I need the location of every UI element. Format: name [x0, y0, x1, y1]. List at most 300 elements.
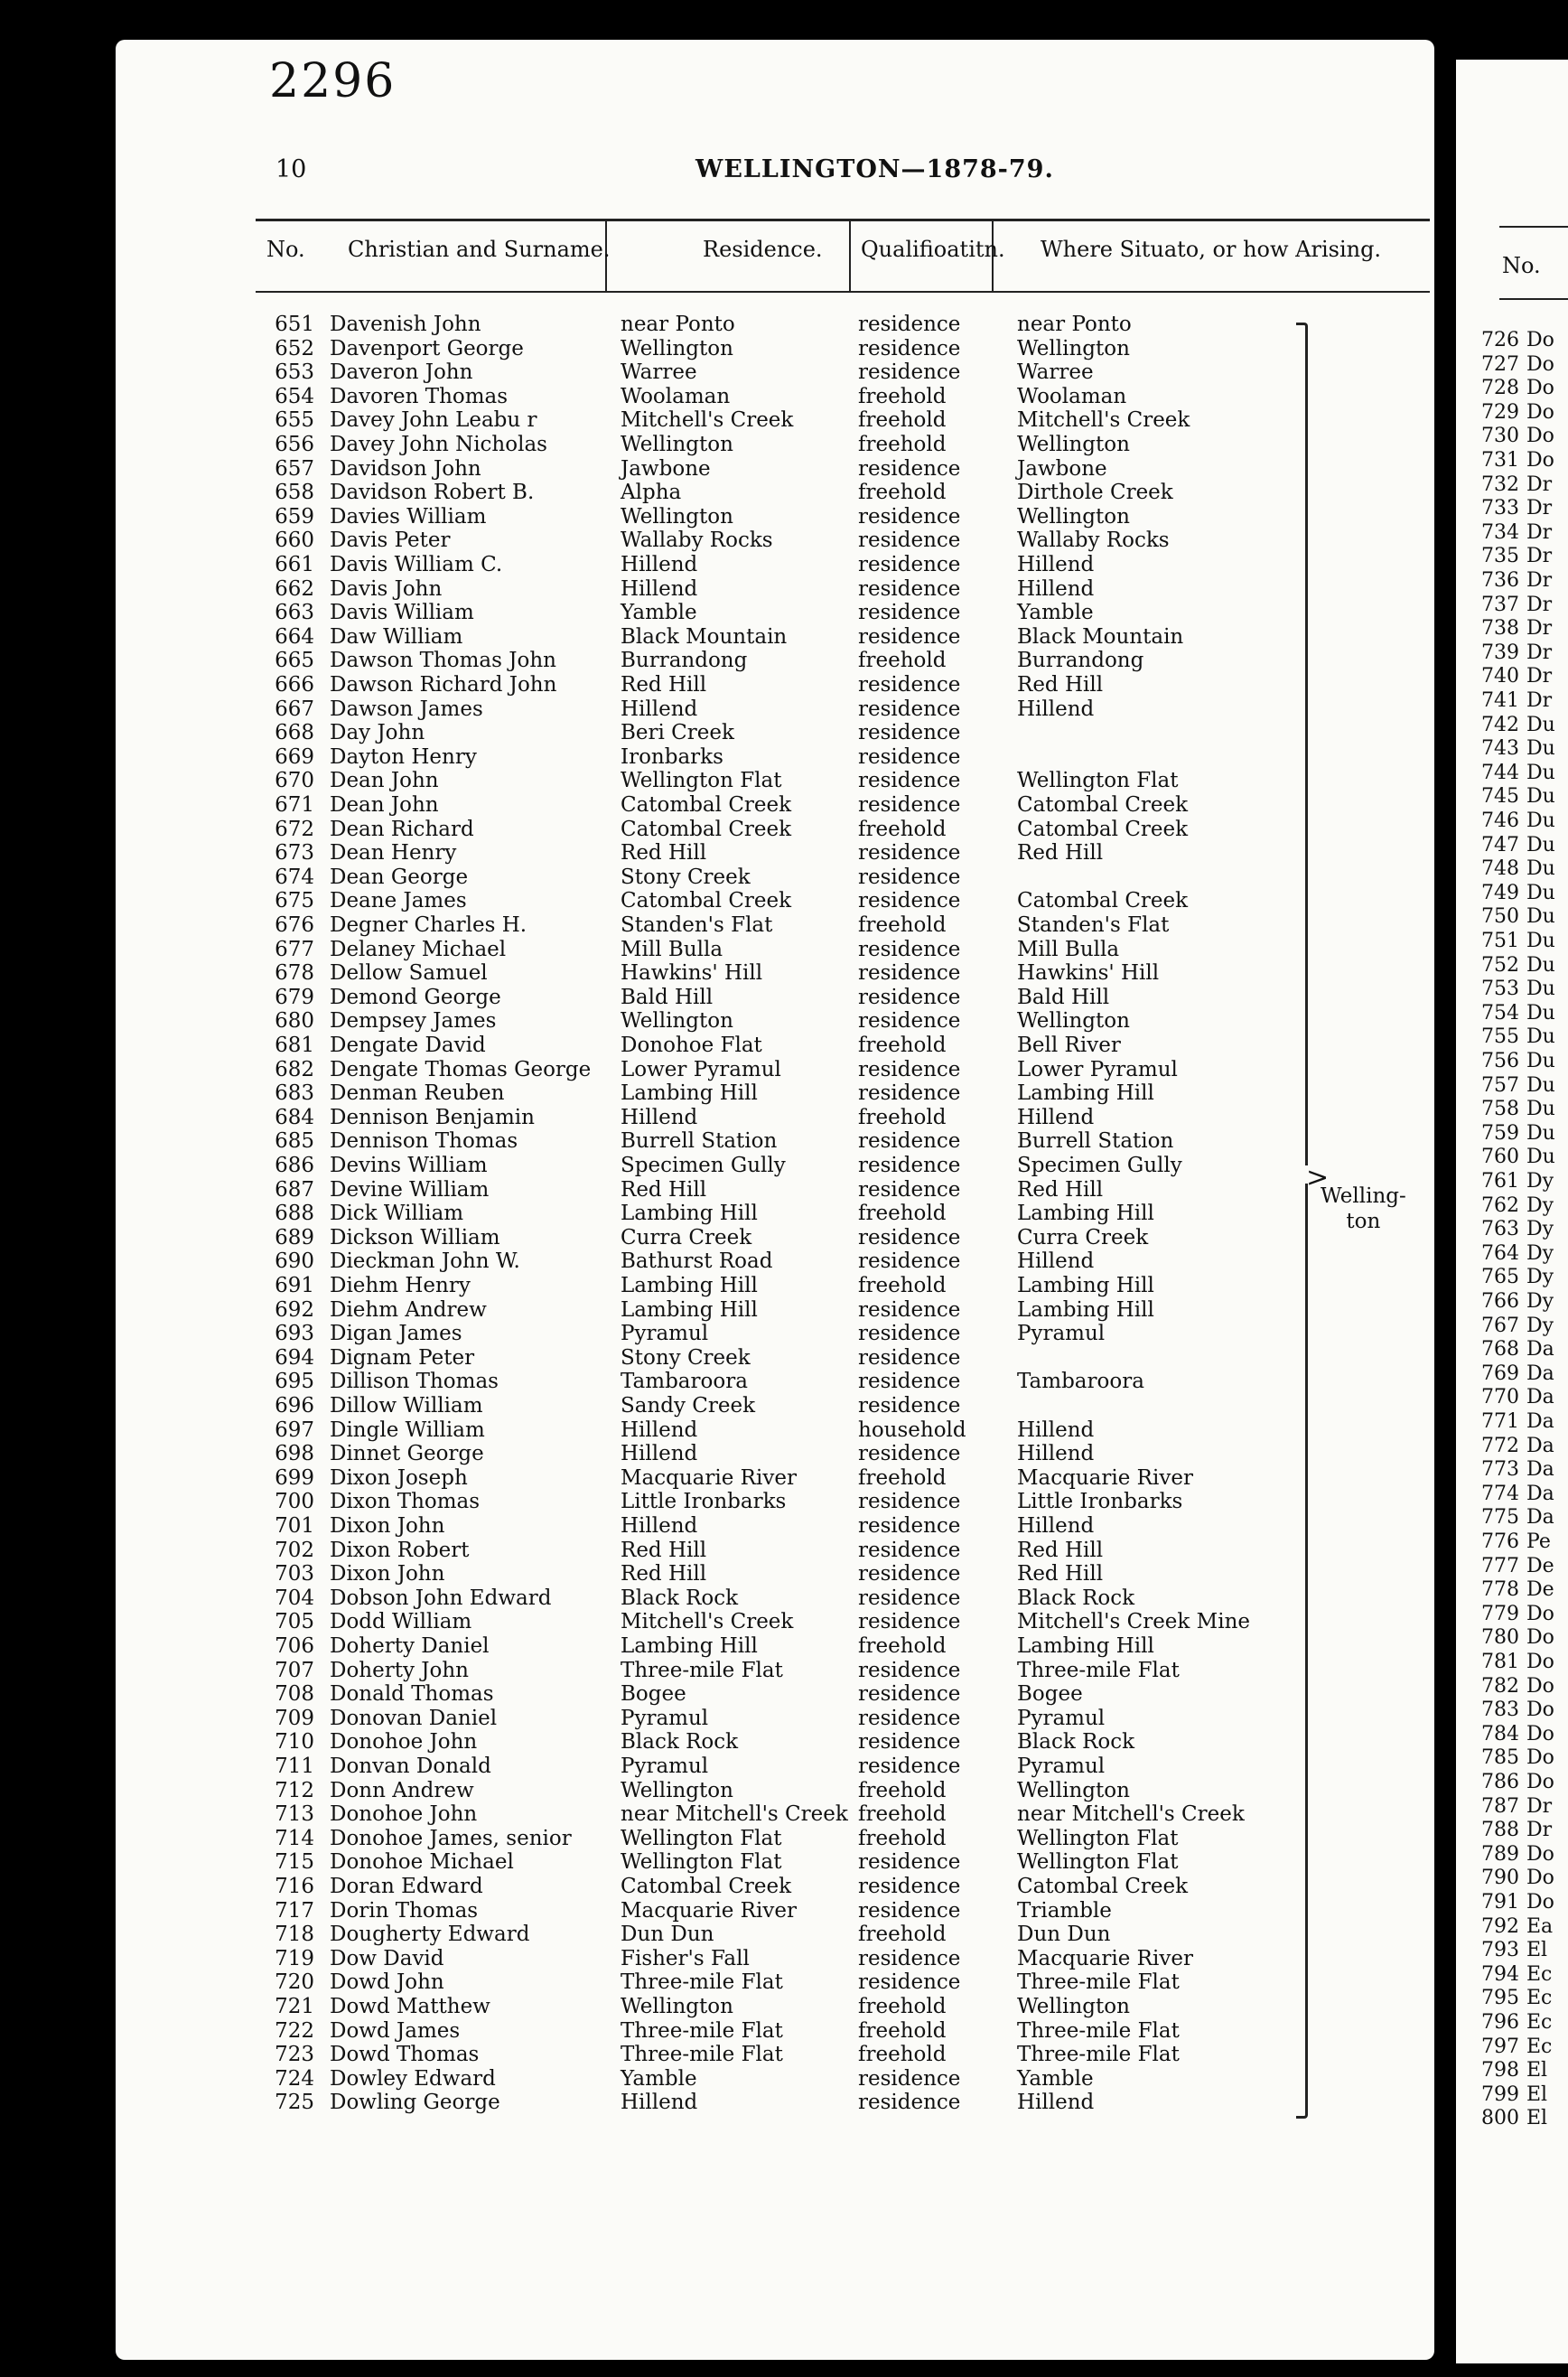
entry-qualification: residence [858, 1249, 961, 1274]
entry-where: Pyramul [1017, 1322, 1106, 1346]
entry-name: Dawson James [330, 697, 483, 721]
entry-where: Three-mile Flat [1017, 2018, 1180, 2043]
entry-number: 716 [275, 1875, 314, 1898]
entry-number: 674 [275, 865, 314, 889]
entry-where: Red Hill [1017, 1562, 1104, 1586]
entry-qualification: residence [858, 1490, 961, 1514]
scan-number: 2296 [269, 54, 397, 108]
entry-name: Dengate Thomas George [330, 1057, 592, 1081]
entry-name: Dixon Thomas [330, 1490, 481, 1514]
entry-residence: Ironbarks [621, 744, 723, 769]
entry-name: Dowley Edward [330, 2066, 496, 2091]
entry-name: Donohoe John [330, 1730, 478, 1755]
entry-residence: Black Rock [621, 1586, 739, 1610]
entry-where: Macquarie River [1017, 1946, 1193, 1970]
entry-qualification: residence [858, 1755, 961, 1778]
entry-qualification: residence [858, 456, 961, 481]
entry-where: Hillend [1017, 576, 1095, 601]
entry-number: 680 [275, 1009, 314, 1034]
entry-where: Jawbone [1017, 456, 1107, 481]
next-page-entry-fragment: Do [1526, 1891, 1554, 1914]
entry-qualification: residence [858, 1081, 961, 1106]
entry-name: Dillison Thomas [330, 1370, 499, 1394]
brace-lower [1296, 1184, 1308, 2119]
next-page-entry-fragment: El [1526, 2082, 1548, 2106]
entry-where: Pyramul [1017, 1755, 1106, 1778]
next-page-entry-number: 789 [1481, 1842, 1519, 1866]
entry-qualification: residence [858, 1586, 961, 1610]
entry-residence: Lambing Hill [621, 1634, 758, 1658]
next-page-entry-fragment: Dy [1526, 1290, 1554, 1313]
entry-where: Hillend [1017, 1249, 1095, 1274]
next-page-entry-fragment: Dr [1526, 689, 1553, 712]
entry-name: Denman Reuben [330, 1081, 505, 1106]
entry-where: Macquarie River [1017, 1465, 1193, 1490]
entry-where: Warree [1017, 360, 1094, 385]
next-page-entry-number: 781 [1481, 1651, 1519, 1673]
next-page-entry-fragment: Da [1526, 1458, 1554, 1482]
entry-qualification: residence [858, 529, 961, 553]
entry-residence: Macquarie River [621, 1465, 797, 1490]
entry-name: Doran Edward [330, 1875, 483, 1898]
entry-number: 678 [275, 961, 314, 986]
entry-where: Curra Creek [1017, 1225, 1149, 1249]
next-page-entry-number: 756 [1481, 1050, 1519, 1072]
entry-qualification: freehold [858, 1105, 947, 1129]
entry-number: 653 [275, 360, 314, 385]
entry-residence: Red Hill [621, 673, 707, 697]
entry-where: Three-mile Flat [1017, 1970, 1180, 1995]
entry-residence: Wellington [621, 1778, 733, 1802]
next-page-entry-number: 743 [1481, 737, 1519, 761]
entry-qualification: residence [858, 1682, 961, 1707]
entry-name: Dixon John [330, 1514, 445, 1538]
next-page-entry-fragment: Du [1526, 785, 1555, 809]
next-page-entry-fragment: Dr [1526, 641, 1553, 664]
entry-number: 655 [275, 408, 314, 433]
next-page-entry-number: 729 [1481, 400, 1519, 424]
next-page-entry-fragment: Do [1526, 1722, 1554, 1745]
next-page-entry-fragment: Dr [1526, 497, 1553, 520]
entry-name: Doherty Daniel [330, 1634, 490, 1658]
entry-where: Pyramul [1017, 1706, 1106, 1730]
next-page-entry-number: 726 [1481, 329, 1519, 351]
page-number: 10 [275, 155, 307, 183]
entry-residence: Pyramul [621, 1322, 709, 1346]
entry-number: 670 [275, 769, 314, 793]
entry-name: Dowd John [330, 1970, 444, 1995]
next-page-entry-number: 731 [1481, 449, 1519, 472]
entry-qualification: residence [858, 697, 961, 721]
entry-where: Red Hill [1017, 841, 1104, 866]
entry-residence: Mitchell's Creek [621, 1610, 794, 1634]
brace-label-line2: ton [1346, 1210, 1381, 1233]
entry-qualification: residence [858, 1442, 961, 1466]
next-page-entry-fragment: Da [1526, 1482, 1554, 1505]
entry-where: Red Hill [1017, 673, 1104, 697]
next-page-entry-fragment: Du [1526, 809, 1555, 832]
next-page-entry-fragment: Ec [1526, 1962, 1553, 1986]
entry-qualification: residence [858, 2066, 961, 2091]
next-page-entry-number: 763 [1481, 1218, 1519, 1241]
entry-name: Dowd Matthew [330, 1995, 490, 2018]
next-page-entry-number: 740 [1481, 665, 1519, 688]
entry-number: 695 [275, 1370, 314, 1394]
entry-name: Dawson Richard John [330, 673, 557, 697]
entry-residence: Dun Dun [621, 1923, 714, 1947]
entry-name: Daw William [330, 624, 463, 649]
entry-name: Davis John [330, 576, 443, 601]
next-page-entry-fragment: Pe [1526, 1530, 1551, 1553]
next-page-entry-fragment: Dy [1526, 1266, 1554, 1289]
next-page-entry-fragment: Dr [1526, 617, 1553, 641]
entry-residence: Specimen Gully [621, 1154, 786, 1177]
entry-number: 675 [275, 889, 314, 913]
next-page-entry-fragment: Do [1526, 1699, 1554, 1722]
entry-residence: Black Mountain [621, 624, 788, 649]
entry-qualification: residence [858, 336, 961, 360]
next-page-entry-number: 758 [1481, 1098, 1519, 1121]
entry-residence: Wellington [621, 336, 733, 360]
entry-name: Doherty John [330, 1658, 469, 1682]
entry-number: 714 [275, 1826, 314, 1850]
entry-where: Three-mile Flat [1017, 2043, 1180, 2067]
next-page-entry-number: 796 [1481, 2011, 1519, 2034]
next-page-entry-fragment: Da [1526, 1362, 1554, 1385]
entry-number: 696 [275, 1394, 314, 1418]
entry-name: Dignam Peter [330, 1345, 475, 1370]
entry-number: 666 [275, 673, 314, 697]
entry-residence: Three-mile Flat [621, 1658, 783, 1682]
entry-number: 709 [275, 1706, 314, 1730]
entry-qualification: freehold [858, 2018, 947, 2043]
entry-where: Mitchell's Creek [1017, 408, 1190, 433]
next-page-entry-number: 754 [1481, 1001, 1519, 1025]
entry-name: Davey John Leabu r [330, 408, 537, 433]
entry-name: Dennison Benjamin [330, 1105, 535, 1129]
entry-where: Bogee [1017, 1682, 1083, 1707]
next-page-entry-number: 749 [1481, 881, 1519, 904]
next-page-entry-fragment: Do [1526, 1771, 1554, 1793]
entry-where: Black Mountain [1017, 624, 1184, 649]
entry-where: Dirthole Creek [1017, 481, 1173, 505]
header-qualification: Qualifioatitn. [861, 237, 1005, 262]
entry-qualification: residence [858, 865, 961, 889]
entry-qualification: residence [858, 673, 961, 697]
entry-residence: Donohoe Flat [621, 1034, 762, 1057]
entry-residence: Catombal Creek [621, 889, 792, 913]
entry-qualification: residence [858, 1706, 961, 1730]
next-page-entry-number: 775 [1481, 1506, 1519, 1530]
entry-qualification: residence [858, 1394, 961, 1418]
entry-name: Davies William [330, 504, 487, 529]
next-page-entry-number: 744 [1481, 761, 1519, 784]
entry-residence: Fisher's Fall [621, 1946, 750, 1970]
entry-residence: Bald Hill [621, 985, 714, 1009]
entry-where: Catombal Creek [1017, 1875, 1189, 1898]
entry-name: Donohoe James, senior [330, 1826, 572, 1850]
next-page-entry-fragment: Da [1526, 1434, 1554, 1457]
entry-where: Wellington Flat [1017, 769, 1179, 793]
entry-number: 671 [275, 793, 314, 817]
next-page-header-rule [1499, 226, 1568, 228]
entry-residence: Hawkins' Hill [621, 961, 763, 986]
next-page-entry-fragment: Du [1526, 881, 1555, 904]
header-residence: Residence. [703, 237, 823, 262]
entry-name: Dean Henry [330, 841, 457, 866]
entry-where: Hillend [1017, 553, 1095, 576]
entry-number: 705 [275, 1610, 314, 1634]
entry-number: 681 [275, 1034, 314, 1057]
next-page-entry-fragment: Dy [1526, 1241, 1554, 1265]
entry-name: Day John [330, 721, 425, 745]
next-page-entry-fragment: Do [1526, 449, 1554, 472]
next-page-entry-fragment: Du [1526, 978, 1555, 1001]
entry-where: Red Hill [1017, 1538, 1104, 1562]
brace-tip: > [1306, 1162, 1330, 1193]
entry-name: Dennison Thomas [330, 1129, 518, 1154]
entry-name: Dean John [330, 769, 439, 793]
entry-number: 660 [275, 529, 314, 553]
next-page-entry-fragment: Du [1526, 1025, 1555, 1049]
entry-where: Catombal Creek [1017, 817, 1189, 841]
next-page-entry-number: 776 [1481, 1530, 1519, 1553]
entry-number: 700 [275, 1490, 314, 1514]
entry-number: 703 [275, 1562, 314, 1586]
next-page-entry-fragment: Du [1526, 1098, 1555, 1121]
next-page-entry-fragment: Du [1526, 930, 1555, 952]
entry-name: Dayton Henry [330, 744, 477, 769]
entry-where: Three-mile Flat [1017, 1658, 1180, 1682]
entry-qualification: residence [858, 1875, 961, 1898]
next-page-entry-number: 786 [1481, 1771, 1519, 1793]
next-page-entry-fragment: Du [1526, 1121, 1555, 1145]
entry-where: Bald Hill [1017, 985, 1110, 1009]
entry-qualification: residence [858, 937, 961, 961]
entry-qualification: freehold [858, 1923, 947, 1947]
entry-number: 713 [275, 1802, 314, 1827]
entry-number: 657 [275, 456, 314, 481]
entry-residence: Hillend [621, 2091, 698, 2115]
entry-residence: Hillend [621, 1418, 698, 1442]
entry-name: Dorin Thomas [330, 1898, 479, 1923]
brace-upper [1296, 323, 1308, 1165]
entry-where: Burrandong [1017, 649, 1144, 673]
entry-residence: Burrandong [621, 649, 748, 673]
entry-number: 715 [275, 1850, 314, 1875]
entry-qualification: freehold [858, 1465, 947, 1490]
entry-qualification: freehold [858, 913, 947, 937]
entry-residence: Red Hill [621, 1177, 707, 1202]
next-page-entry-fragment: Dr [1526, 593, 1553, 616]
next-page-entry-number: 748 [1481, 857, 1519, 881]
next-page-entry-number: 752 [1481, 953, 1519, 977]
entry-number: 724 [275, 2066, 314, 2091]
entry-residence: Red Hill [621, 841, 707, 866]
next-page-entry-number: 767 [1481, 1314, 1519, 1337]
entry-number: 702 [275, 1538, 314, 1562]
entry-qualification: residence [858, 1370, 961, 1394]
entry-number: 663 [275, 601, 314, 625]
entry-name: Dean John [330, 793, 439, 817]
entry-number: 712 [275, 1778, 314, 1802]
entry-name: Dellow Samuel [330, 961, 488, 986]
entry-where: Burrell Station [1017, 1129, 1174, 1154]
entry-where: Black Rock [1017, 1586, 1135, 1610]
next-page-entry-number: 768 [1481, 1338, 1519, 1362]
entry-where: Hillend [1017, 1442, 1095, 1466]
entry-qualification: freehold [858, 384, 947, 408]
entry-residence: Woolaman [621, 384, 731, 408]
header-name: Christian and Surname. [348, 237, 611, 262]
next-page-entry-number: 750 [1481, 905, 1519, 929]
entry-name: Donvan Donald [330, 1755, 491, 1778]
entry-qualification: residence [858, 2091, 961, 2115]
next-page-entry-fragment: Do [1526, 1674, 1554, 1698]
entry-number: 665 [275, 649, 314, 673]
next-page-entry-number: 779 [1481, 1602, 1519, 1625]
entry-qualification: freehold [858, 1634, 947, 1658]
entry-number: 704 [275, 1586, 314, 1610]
next-page-entry-number: 783 [1481, 1699, 1519, 1722]
next-page-entry-number: 790 [1481, 1867, 1519, 1890]
next-page-entry-number: 746 [1481, 809, 1519, 832]
next-page-entry-fragment: Ec [1526, 1987, 1553, 2010]
entry-where: Catombal Creek [1017, 793, 1189, 817]
entry-residence: Stony Creek [621, 1345, 751, 1370]
next-page-entry-number: 770 [1481, 1386, 1519, 1409]
entry-residence: Bogee [621, 1682, 686, 1707]
entry-name: Donohoe John [330, 1802, 478, 1827]
entry-where: Wellington Flat [1017, 1826, 1179, 1850]
entry-qualification: residence [858, 1322, 961, 1346]
next-page-entry-number: 745 [1481, 785, 1519, 809]
entry-where: Mitchell's Creek Mine [1017, 1610, 1250, 1634]
entry-where: Wellington [1017, 336, 1130, 360]
entry-number: 668 [275, 721, 314, 745]
entry-name: Donald Thomas [330, 1682, 494, 1707]
entry-number: 687 [275, 1177, 314, 1202]
entry-qualification: residence [858, 1177, 961, 1202]
entry-qualification: residence [858, 1946, 961, 1970]
next-page-entry-number: 734 [1481, 520, 1519, 544]
entry-qualification: freehold [858, 649, 947, 673]
next-page-header-no: No. [1502, 253, 1541, 278]
entry-name: Demond George [330, 985, 501, 1009]
entry-qualification: freehold [858, 1034, 947, 1057]
entry-number: 693 [275, 1322, 314, 1346]
entry-residence: Black Rock [621, 1730, 739, 1755]
entry-name: Deane James [330, 889, 467, 913]
entry-qualification: residence [858, 1898, 961, 1923]
entry-where: Little Ironbarks [1017, 1490, 1183, 1514]
entry-where: Lambing Hill [1017, 1634, 1154, 1658]
entry-name: Dow David [330, 1946, 444, 1970]
next-page-entry-number: 741 [1481, 689, 1519, 712]
entry-qualification: residence [858, 1970, 961, 1995]
entry-number: 699 [275, 1465, 314, 1490]
next-page-entry-number: 765 [1481, 1266, 1519, 1289]
entry-qualification: residence [858, 601, 961, 625]
entry-qualification: residence [858, 961, 961, 986]
entry-qualification: freehold [858, 1802, 947, 1827]
entry-name: Devine William [330, 1177, 490, 1202]
next-page-entry-number: 727 [1481, 352, 1519, 376]
header-divider-2 [849, 219, 851, 291]
entry-name: Dempsey James [330, 1009, 497, 1034]
entry-where: Lower Pyramul [1017, 1057, 1178, 1081]
entry-residence: Yamble [621, 601, 697, 625]
entry-name: Devins William [330, 1154, 488, 1177]
next-page-entry-number: 730 [1481, 425, 1519, 448]
entry-number: 692 [275, 1297, 314, 1322]
entry-where: Wellington Flat [1017, 1850, 1179, 1875]
entry-residence: Lambing Hill [621, 1274, 758, 1297]
entry-where: Wallaby Rocks [1017, 529, 1170, 553]
entry-qualification: residence [858, 985, 961, 1009]
entry-qualification: residence [858, 889, 961, 913]
next-page-entry-fragment: Ec [1526, 2035, 1553, 2058]
entry-number: 694 [275, 1345, 314, 1370]
entry-number: 684 [275, 1105, 314, 1129]
entry-name: Dengate David [330, 1034, 486, 1057]
entry-name: Degner Charles H. [330, 913, 527, 937]
next-page-entry-fragment: Dy [1526, 1193, 1554, 1217]
entry-residence: Hillend [621, 576, 698, 601]
entry-qualification: residence [858, 721, 961, 745]
next-page-entry-fragment: Du [1526, 1146, 1555, 1169]
entry-name: Dickson William [330, 1225, 500, 1249]
entry-name: Dinnet George [330, 1442, 484, 1466]
next-page-entry-fragment: Dr [1526, 569, 1553, 592]
entry-residence: Red Hill [621, 1562, 707, 1586]
entry-name: Diehm Andrew [330, 1297, 487, 1322]
next-page-entry-fragment: Do [1526, 1651, 1554, 1673]
next-page-entry-number: 738 [1481, 617, 1519, 641]
entry-where: Tambaroora [1017, 1370, 1144, 1394]
next-page-entry-number: 742 [1481, 713, 1519, 736]
next-page-entry-fragment: Du [1526, 1001, 1555, 1025]
next-page-entry-number: 777 [1481, 1554, 1519, 1577]
entry-number: 717 [275, 1898, 314, 1923]
entry-qualification: residence [858, 1850, 961, 1875]
next-page-entry-fragment: Dy [1526, 1170, 1554, 1193]
entry-name: Dixon Robert [330, 1538, 470, 1562]
next-page-entry-number: 774 [1481, 1482, 1519, 1505]
next-page-entry-fragment: Du [1526, 1050, 1555, 1072]
next-page-entry-number: 799 [1481, 2082, 1519, 2106]
entry-residence: Pyramul [621, 1706, 709, 1730]
next-page-entry-fragment: Du [1526, 857, 1555, 881]
entry-name: Donohoe Michael [330, 1850, 514, 1875]
header-no: No. [266, 237, 305, 262]
next-page-entry-fragment: Ea [1526, 1914, 1554, 1938]
entry-where: Wellington [1017, 433, 1130, 456]
entry-number: 711 [275, 1755, 314, 1778]
entry-number: 677 [275, 937, 314, 961]
entry-name: Davoren Thomas [330, 384, 509, 408]
entry-residence: Wellington [621, 1009, 733, 1034]
entry-number: 691 [275, 1274, 314, 1297]
entry-residence: Catombal Creek [621, 1875, 792, 1898]
entry-name: Delaney Michael [330, 937, 507, 961]
entry-residence: Mitchell's Creek [621, 408, 794, 433]
next-page-entry-fragment: Dy [1526, 1218, 1554, 1241]
entry-number: 667 [275, 697, 314, 721]
entry-where: Lambing Hill [1017, 1081, 1154, 1106]
next-page-entry-fragment: El [1526, 2059, 1548, 2082]
entry-name: Dixon John [330, 1562, 445, 1586]
